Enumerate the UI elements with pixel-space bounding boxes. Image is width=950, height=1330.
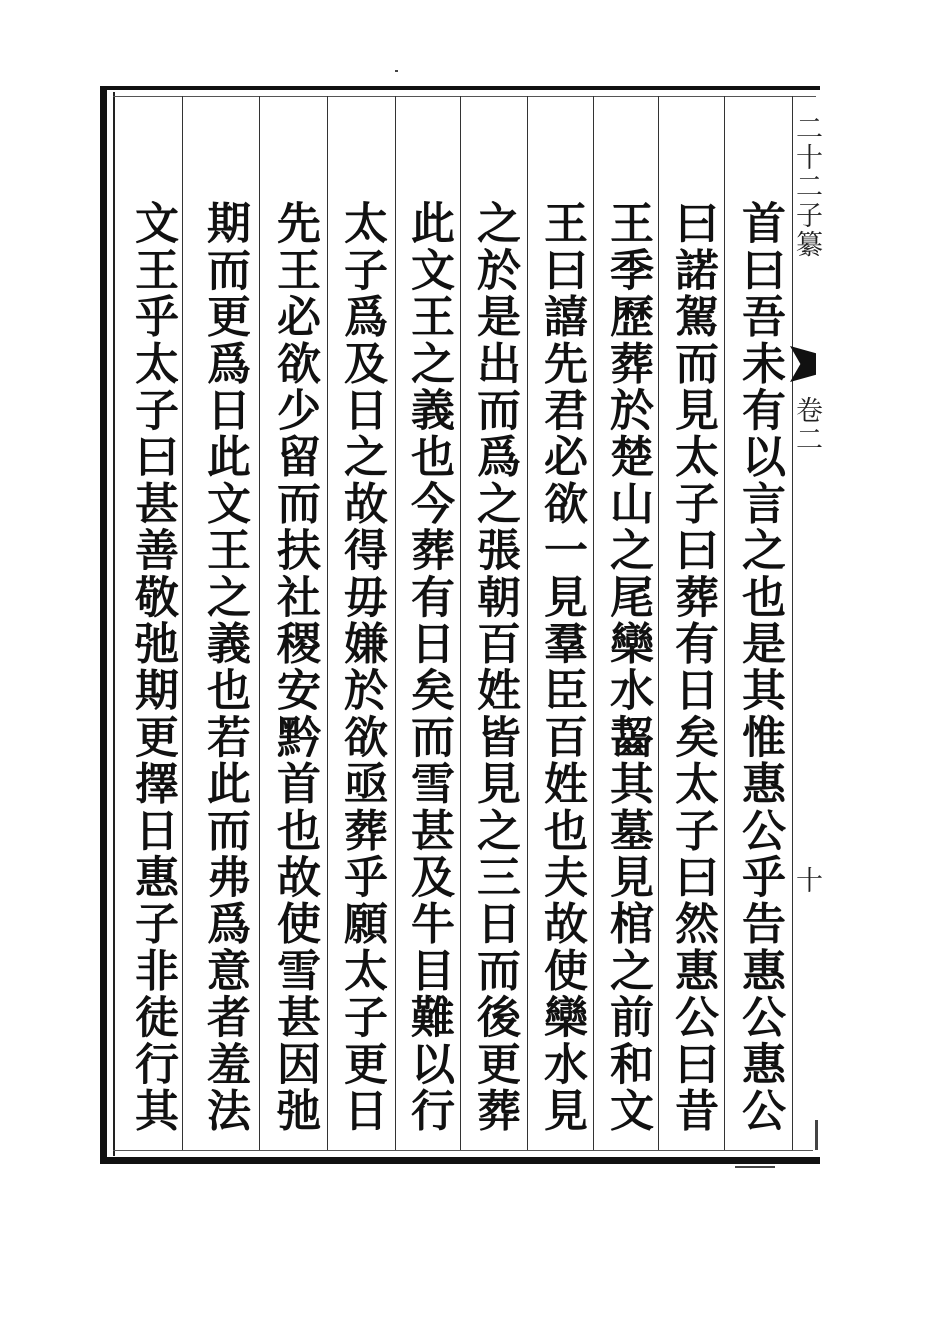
text-column-6: 此文王之義也今葬有日矣而雪甚及牛目難以行	[403, 200, 454, 1134]
page-number: 十	[791, 866, 822, 893]
text-column-5: 之於是出而爲之張朝百姓皆見之三日而後更葬	[469, 200, 520, 1134]
column-divider	[259, 96, 260, 1150]
text-column-8: 先王必欲少留而扶社稷安黔首也故使雪甚因弛	[269, 200, 320, 1134]
text-column-2: 曰諾駕而見太子曰葬有日矣太子曰然惠公曰昔	[667, 200, 718, 1134]
text-column-10: 文王乎太子曰甚善敬弛期更擇日惠子非徒行其	[127, 200, 178, 1134]
ink-speck	[395, 70, 398, 72]
column-divider	[593, 96, 594, 1150]
column-divider	[395, 96, 396, 1150]
page-margin-banxin	[790, 96, 822, 1150]
ink-speck	[735, 1166, 775, 1168]
column-divider	[182, 96, 183, 1150]
inner-border-left	[113, 92, 115, 1156]
text-column-1: 首曰吾未有以言之也是其惟惠公乎告惠公惠公	[734, 200, 785, 1134]
text-column-3: 王季歷葬於楚山之尾欒水齧其墓見棺之前和文	[602, 200, 653, 1134]
text-column-9: 期而更爲日此文王之義也若此而弗爲意者羞法	[199, 200, 250, 1134]
column-divider	[724, 96, 725, 1150]
text-column-7: 太子爲及日之故得毋嫌於欲亟葬乎願太子更日	[336, 200, 387, 1134]
column-divider	[460, 96, 461, 1150]
inner-border-top	[113, 96, 816, 97]
volume-label: 卷二	[791, 396, 822, 454]
column-divider	[527, 96, 528, 1150]
column-divider	[327, 96, 328, 1150]
book-title: 二十二子纂	[791, 114, 822, 259]
text-column-4: 王曰譆先君必欲一見羣臣百姓也夫故使欒水見	[536, 200, 587, 1134]
ink-speck	[815, 1120, 818, 1150]
fish-tail-mark	[790, 346, 816, 382]
inner-border-bottom	[113, 1150, 813, 1151]
column-divider	[658, 96, 659, 1150]
